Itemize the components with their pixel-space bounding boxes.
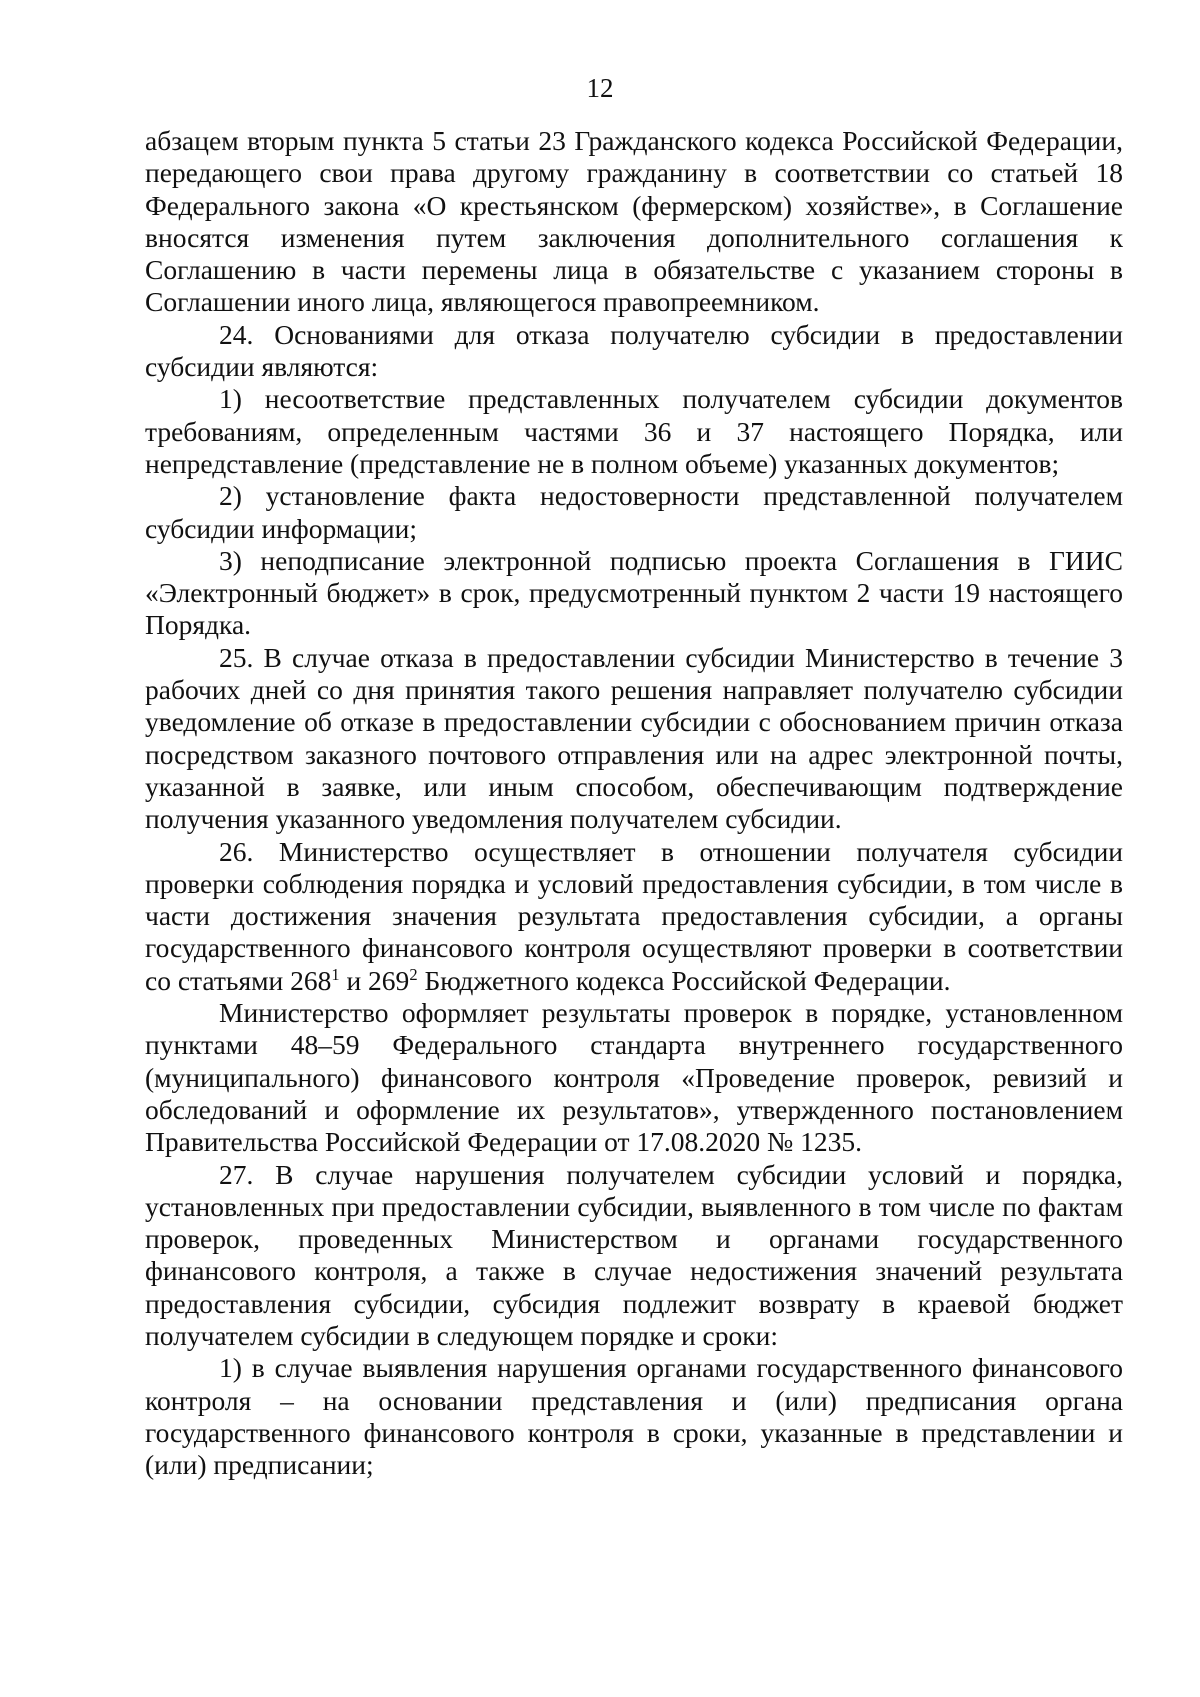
page-number: 12	[586, 73, 614, 103]
document-body	[145, 125, 1123, 1481]
paragraph-27: 27. В случае нарушения получателем субсидии условий и порядка, установленных при предоставлении субсидии, выявленного в том числе по фактам проверок, проведенных Министерством и органами государственного финансового контроля, а также в случае недостижения значений результата предоставления субсидии, субсидия подлежит возврату в краевой бюджет получателем субсидии в следующем порядке и сроки:	[145, 1158, 1123, 1351]
paragraph-26-text-c: Бюджетного кодекса Российской Федерации.	[417, 964, 951, 996]
paragraph-26-text-b: и 269	[339, 964, 410, 996]
list-item-24-2: 2) установление факта недостоверности представленной получателем субсидии информации;	[145, 480, 1123, 544]
paragraph-26-text-a: 26. Министерство осуществляет в отношении получателя субсидии проверки соблюдения порядка и условий предоставления субсидии, в том числе в части достижения значения результата предоставления субсидии, а органы государственного финансового контроля осуществляют проверки в соответствии со статьями 268	[145, 835, 1123, 996]
paragraph-26-results: Министерство оформляет результаты проверок в порядке, установленном пунктами 48–59 Федерального стандарта внутреннего государственного (муниципального) финансового контроля «Проведение проверок, ревизий и обследований и оформление их результатов», утвержденного постановлением Правительства Российской Федерации от 17.08.2020 № 1235.	[145, 997, 1123, 1158]
list-item-24-3: 3) неподписание электронной подписью проекта Соглашения в ГИИС «Электронный бюджет» в срок, предусмотренный пунктом 2 части 19 настоящего Порядка.	[145, 544, 1123, 641]
paragraph-24: 24. Основаниями для отказа получателю субсидии в предоставлении субсидии являются:	[145, 318, 1123, 383]
superscript-1: 1	[331, 964, 340, 984]
paragraph-25: 25. В случае отказа в предоставлении субсидии Министерство в течение 3 рабочих дней со дня принятия такого решения направляет получателю субсидии уведомление об отказе в предоставлении субсидии с обоснованием причин отказа посредством заказного почтового отправления или на адрес электронной почты, указанной в заявке, или иным способом, обеспечивающим подтверждение получения указанного уведомления получателем субсидии.	[145, 641, 1123, 835]
paragraph-continuation: абзацем вторым пункта 5 статьи 23 Гражданского кодекса Российской Федерации, передающего свои права другому гражданину в соответствии со статьей 18 Федерального закона «О крестьянском (фермерском) хозяйстве», в Соглашение вносятся изменения путем заключения дополнительного соглашения к Соглашению в части перемены лица в обязательстве с указанием стороны в Соглашении иного лица, являющегося правопреемником.	[145, 125, 1123, 318]
list-item-24-1: 1) несоответствие представленных получателем субсидии документов требованиям, определенным частями 36 и 37 настоящего Порядка, или непредставление (представление не в полном объеме) указанных документов;	[145, 383, 1123, 479]
paragraph-26	[145, 836, 1123, 997]
superscript-2: 2	[409, 964, 418, 984]
list-item-27-1: 1) в случае выявления нарушения органами государственного финансового контроля – на основании представления и (или) предписания органа государственного финансового контроля в сроки, указанные в представлении и (или) предписании;	[145, 1352, 1123, 1481]
